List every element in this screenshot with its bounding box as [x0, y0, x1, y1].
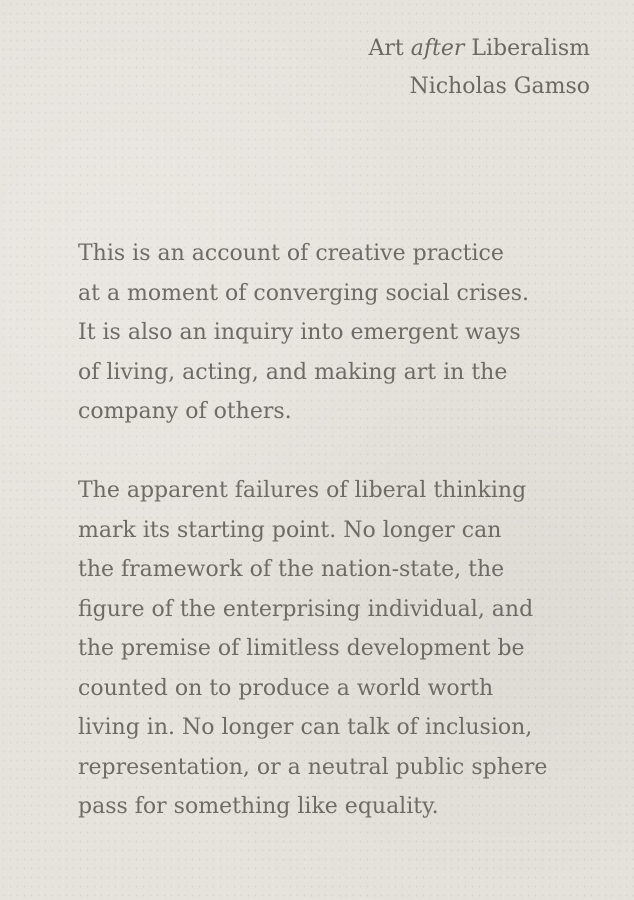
text-line: company of others.: [78, 399, 292, 424]
text-line: This is an account of creative practice: [78, 241, 504, 266]
paragraph-2: [78, 471, 598, 827]
book-header: [369, 30, 591, 106]
book-author: Nicholas Gamso: [409, 74, 590, 99]
text-line: pass for something like equality.: [78, 794, 439, 819]
text-line: counted on to produce a world worth: [78, 675, 494, 701]
paragraph-1: [78, 234, 598, 432]
text-line: The apparent failures of liberal thinking: [78, 478, 527, 503]
text-line: at a moment of converging social crises.: [78, 280, 529, 306]
text-line: of living, acting, and making art in the: [78, 359, 508, 385]
text-line: the framework of the nation-state, the: [78, 557, 505, 582]
book-title-start: Art: [368, 36, 411, 61]
book-title-emphasis: after: [410, 36, 465, 61]
book-title: [369, 30, 591, 68]
text-line: figure of the enterprising individual, and: [78, 596, 534, 622]
blurb-text: [78, 234, 598, 827]
text-line: living in. No longer can talk of inclusion,: [78, 715, 533, 740]
text-line: It is also an inquiry into emergent ways: [78, 320, 521, 345]
book-title-end: Liberalism: [464, 36, 590, 61]
text-line: mark its starting point. No longer can: [78, 517, 502, 543]
text-line: representation, or a neutral public sphere: [78, 754, 548, 780]
text-line: the premise of limitless development be: [78, 636, 525, 661]
